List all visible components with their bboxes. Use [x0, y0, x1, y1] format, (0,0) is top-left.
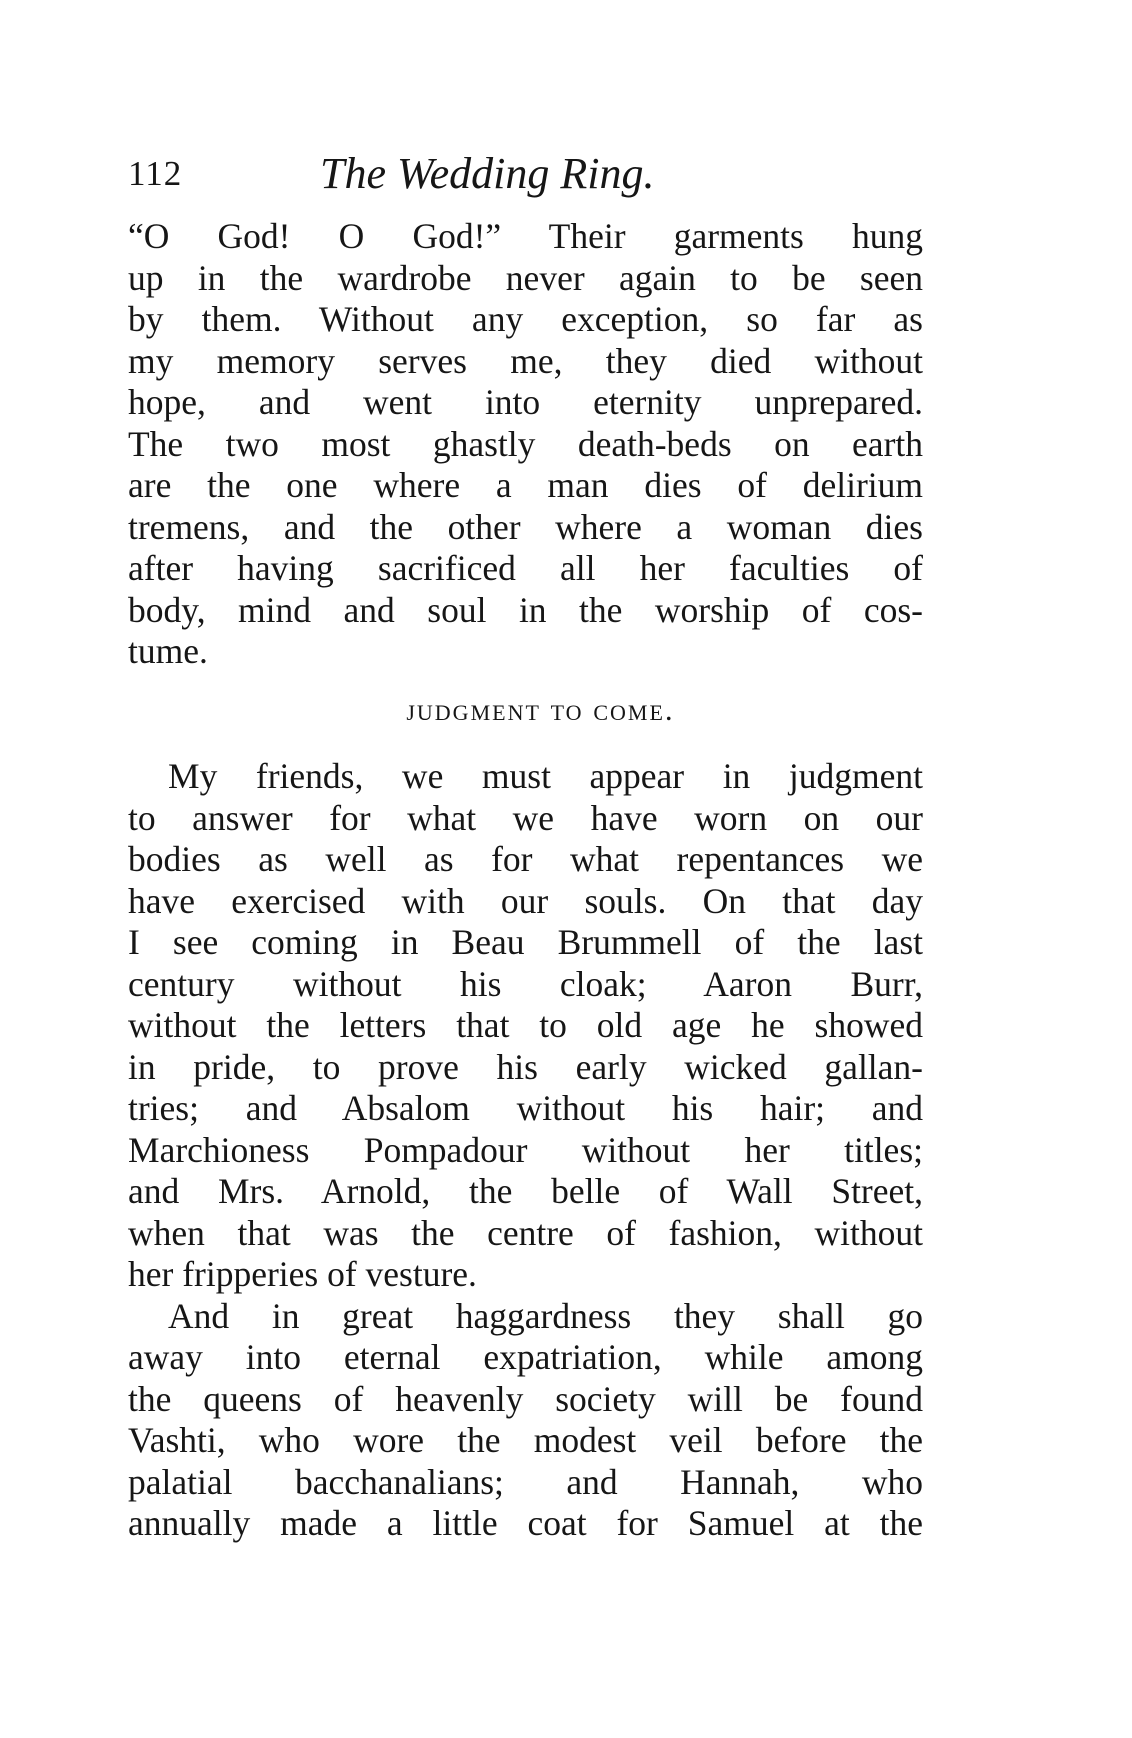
text-line: without the letters that to old age he showed [128, 1005, 923, 1045]
text-line: by them. Without any exception, so far as [128, 299, 923, 339]
text-line: tries; and Absalom without his hair; and [128, 1088, 923, 1128]
text-line: have exercised with our souls. On that day [128, 880, 923, 921]
text-line: in pride, to prove his early wicked gallan- [128, 1046, 923, 1087]
page-number: 112 [128, 154, 183, 193]
text-line: my memory serves me, they died without [128, 340, 923, 381]
body-text [128, 216, 923, 1545]
text-line: hope, and went into eternity unprepared. [128, 382, 923, 422]
text-line: the queens of heavenly society will be found [128, 1378, 923, 1419]
text-line: The two most ghastly death-beds on earth [128, 423, 923, 464]
text-line: palatial bacchanalians; and Hannah, who [128, 1461, 923, 1502]
text-line: her fripperies of vesture. [128, 1254, 477, 1294]
text-line: century without his cloak; Aaron Burr, [128, 963, 923, 1004]
text-line: tremens, and the other where a woman dies [128, 506, 923, 547]
text-line: And in great haggardness they shall go [168, 1295, 923, 1336]
text-line: I see coming in Beau Brummell of the last [128, 922, 923, 962]
text-line: when that was the centre of fashion, without [128, 1212, 923, 1253]
text-line: up in the wardrobe never again to be seen [128, 257, 923, 298]
text-line: body, mind and soul in the worship of cos- [128, 589, 923, 630]
text-line: after having sacrificed all her faculties of [128, 548, 923, 588]
section-heading: judgment to come. [406, 691, 675, 727]
text-line: Marchioness Pompadour without her titles; [128, 1129, 923, 1170]
page-header [128, 148, 928, 208]
text-line: are the one where a man dies of delirium [128, 465, 923, 505]
running-title: The Wedding Ring. [320, 149, 655, 198]
text-line: Vashti, who wore the modest veil before the [128, 1420, 923, 1460]
text-line: to answer for what we have worn on our [128, 797, 923, 838]
text-line: “O God! O God!” Their garments hung [128, 216, 923, 256]
text-line: tume. [128, 631, 208, 671]
text-line: bodies as well as for what repentances we [128, 839, 923, 879]
paragraph-1 [128, 216, 923, 673]
text-line: annually made a little coat for Samuel at the [128, 1503, 923, 1543]
text-line: My friends, we must appear in judgment [168, 756, 923, 796]
paragraph-3 [128, 1296, 923, 1545]
text-line: and Mrs. Arnold, the belle of Wall Street, [128, 1171, 923, 1211]
paragraph-2 [128, 756, 923, 1296]
text-line: away into eternal expatriation, while among [128, 1337, 923, 1377]
